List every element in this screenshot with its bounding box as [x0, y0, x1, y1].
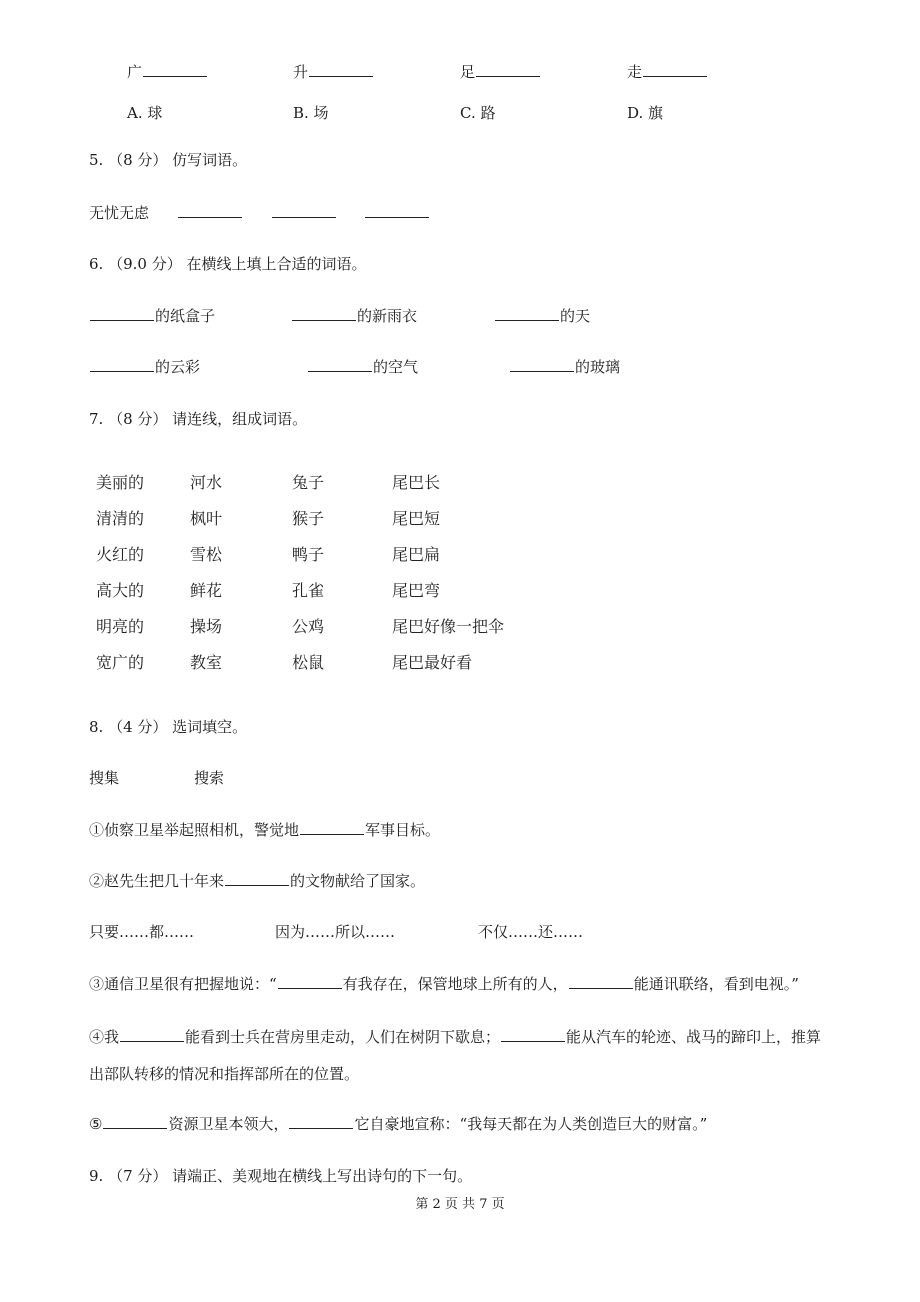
answer-blank[interactable]	[501, 1027, 565, 1042]
q7-title: 7. （8 分） 请连线，组成词语。	[89, 410, 308, 428]
q8-sentence-1: ①侦察卫星举起照相机，警觉地 军事目标。	[89, 821, 441, 839]
matching-word[interactable]: 尾巴好像一把伞	[392, 617, 505, 636]
matching-word[interactable]: 操场	[190, 617, 223, 636]
matching-word[interactable]: 枫叶	[190, 509, 223, 528]
matching-word[interactable]: 教室	[190, 653, 223, 672]
matching-word[interactable]: 美丽的	[96, 473, 145, 492]
q4-char: 升	[293, 63, 309, 81]
answer-blank[interactable]	[289, 1114, 353, 1129]
matching-word[interactable]: 鲜花	[190, 581, 223, 600]
matching-word[interactable]: 尾巴弯	[392, 581, 441, 600]
q5-example-word: 无忧无虑	[89, 204, 150, 222]
q8-sentence-4: ④我 能看到士兵在营房里走动，人们在树阴下歇息； 能从汽车的轮迹、战马的蹄印上，推算	[89, 1028, 822, 1046]
matching-word[interactable]: 尾巴扁	[392, 545, 441, 564]
answer-blank[interactable]	[143, 62, 207, 77]
q6-item	[291, 306, 417, 326]
q8-conjunction-option: 不仅……还……	[478, 923, 584, 941]
matching-word[interactable]: 兔子	[292, 473, 325, 492]
matching-word[interactable]: 孔雀	[292, 581, 325, 600]
answer-blank[interactable]	[278, 974, 342, 989]
page-footer: 第 2 页 共 7 页	[415, 1197, 505, 1212]
q4-char: 走	[627, 63, 643, 81]
q8-sentence-3: ③通信卫星很有把握地说：“ 有我存在，保管地球上所有的人， 能通讯联络，看到电视。”	[89, 975, 799, 993]
answer-blank[interactable]	[569, 974, 633, 989]
q8-conjunction-option: 因为……所以……	[275, 923, 396, 941]
answer-blank[interactable]	[120, 1027, 184, 1042]
q6-item	[307, 357, 418, 377]
answer-blank[interactable]	[272, 203, 336, 218]
q6-item	[494, 306, 590, 326]
matching-word[interactable]: 尾巴短	[392, 509, 441, 528]
answer-blank[interactable]	[103, 1114, 167, 1129]
matching-word[interactable]: 明亮的	[96, 617, 145, 636]
q4-char: 广	[127, 63, 143, 81]
q4-char: 足	[460, 63, 476, 81]
answer-blank[interactable]	[225, 871, 289, 886]
q5-title: 5. （8 分） 仿写词语。	[89, 151, 248, 169]
answer-blank[interactable]	[495, 306, 559, 321]
q6-phrase: 的纸盒子	[155, 307, 216, 325]
answer-blank[interactable]	[365, 203, 429, 218]
q4-option-a[interactable]: A. 球	[127, 104, 163, 122]
matching-word[interactable]: 尾巴最好看	[392, 653, 473, 672]
answer-blank[interactable]	[510, 357, 574, 372]
q8-word-option: 搜索	[194, 769, 225, 787]
q4-option-c[interactable]: C. 路	[460, 104, 496, 122]
answer-blank[interactable]	[309, 62, 373, 77]
q4-option-b[interactable]: B. 场	[293, 104, 329, 122]
q4-item-1	[127, 62, 208, 82]
q6-item	[509, 357, 620, 377]
q4-item-3	[460, 62, 541, 82]
answer-blank[interactable]	[300, 820, 364, 835]
answer-blank[interactable]	[292, 306, 356, 321]
matching-word[interactable]: 猴子	[292, 509, 325, 528]
q8-title: 8. （4 分） 选词填空。	[89, 718, 248, 736]
q9-title: 9. （7 分） 请端正、美观地在横线上写出诗句的下一句。	[89, 1167, 473, 1185]
answer-blank[interactable]	[90, 357, 154, 372]
q6-phrase: 的云彩	[155, 358, 201, 376]
q5-line	[89, 203, 430, 223]
q6-phrase: 的玻璃	[575, 358, 621, 376]
matching-word[interactable]: 河水	[190, 473, 223, 492]
q4-item-4	[627, 62, 708, 82]
q6-phrase: 的天	[560, 307, 591, 325]
q6-title: 6. （9.0 分） 在横线上填上合适的词语。	[89, 255, 367, 273]
q6-item	[89, 306, 215, 326]
q8-sentence-5: ⑤ 资源卫星本领大， 它自豪地宣称：“我每天都在为人类创造巨大的财富。”	[89, 1115, 708, 1133]
matching-word[interactable]: 尾巴长	[392, 473, 441, 492]
matching-word[interactable]: 宽广的	[96, 653, 145, 672]
q6-phrase: 的新雨衣	[357, 307, 418, 325]
q8-sentence-2: ②赵先生把几十年来 的文物献给了国家。	[89, 872, 426, 890]
q6-item	[89, 357, 200, 377]
answer-blank[interactable]	[90, 306, 154, 321]
answer-blank[interactable]	[178, 203, 242, 218]
matching-word[interactable]: 公鸡	[292, 617, 325, 636]
q4-item-2	[293, 62, 374, 82]
matching-word[interactable]: 雪松	[190, 545, 223, 564]
matching-word[interactable]: 鸭子	[292, 545, 325, 564]
q8-sentence-4-cont: 出部队转移的情况和指挥部所在的位置。	[89, 1065, 360, 1083]
q4-option-d[interactable]: D. 旗	[627, 104, 664, 122]
q8-conjunction-option: 只要……都……	[89, 923, 195, 941]
answer-blank[interactable]	[308, 357, 372, 372]
answer-blank[interactable]	[476, 62, 540, 77]
q6-phrase: 的空气	[373, 358, 419, 376]
matching-word[interactable]: 高大的	[96, 581, 145, 600]
matching-word[interactable]: 清清的	[96, 509, 145, 528]
matching-word[interactable]: 松鼠	[292, 653, 325, 672]
answer-blank[interactable]	[643, 62, 707, 77]
q8-word-option: 搜集	[89, 769, 120, 787]
matching-word[interactable]: 火红的	[96, 545, 145, 564]
